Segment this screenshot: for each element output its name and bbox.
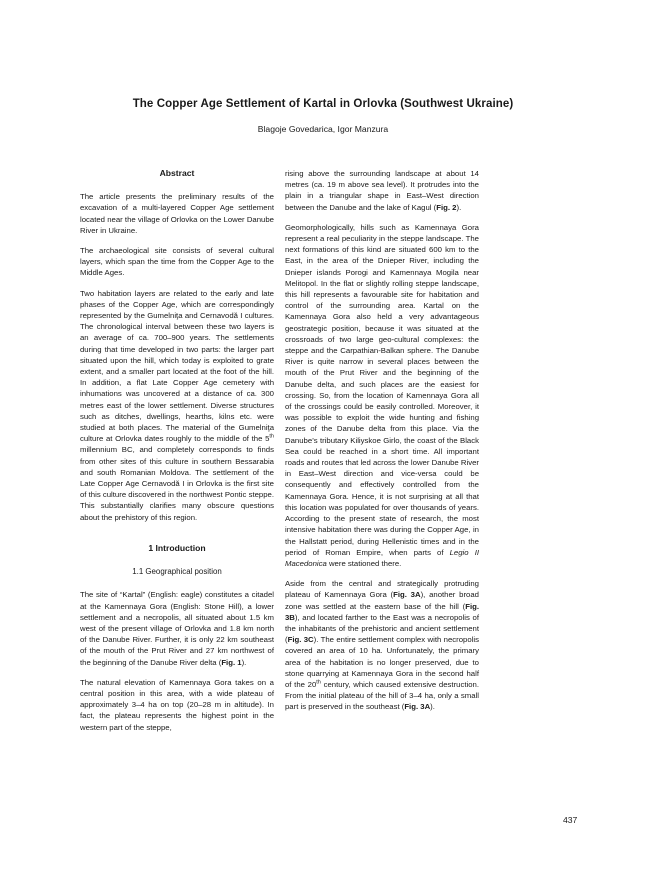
abstract-heading: Abstract	[159, 168, 195, 178]
abstract-paragraph-3: Two habitation layers are related to the early and late phases of the Copper Age, which are correspondingly represented by the Gumelniţa and Cernavodă I cultures. The chronological interval between these two layers is an average of ca. 700–900 years. The settlements during that time developed in two parts: the larger part situated upon the hill, which today is exploited to grate extent, and a smaller part located at the foot of the hill. In addition, a flat Late Copper Age cemetery with inhumations was uncovered at a distance of ca. 300 metres east of the lower settlement. Diverse structures such as ditches, dwellings, hearths, kilns etc. were studied at both places. The material of the Gumelniţa culture at Orlovka dates roughly to the middle of the 5th millennium BC, and completely corresponds to finds from other sites of this culture in southern Bessarabia and south Romanian Moldova. The settlement of the Late Copper Age Cernavodă I in Orlovka is the first site of this culture discovered in the northwest Pontic steppe. This substantially clarifies many obscure questions about the prehistory of this region.	[80, 288, 274, 522]
figure-reference: Fig. 1	[221, 657, 242, 667]
left-column	[80, 168, 274, 742]
section-heading-introduction: 1 Introduction	[148, 542, 206, 553]
abstract-paragraph-2: The archaeological site consists of several cultural layers, which span the time from the Copper Age to the Middle Ages.	[80, 246, 274, 278]
right-column	[285, 168, 479, 722]
legion-name: Legio II Macedonica	[285, 547, 479, 568]
right-paragraph-2: Geomorphologically, hills such as Kamennaya Gora represent a real peculiarity in the steppe landscape. The next formations of this kind are situated 600 km to the East, in the area of the Dnieper River, including the Dnieper islands Porogi and Kamennaya Mogila near Melitopol. In the flat or slightly rolling steppe landscape, this hill represents a favourable site for habitation and control of the surrounding area. Kartal on the Kamennaya Gora also held a very advantageous geostrategic position, because it was situated at the crossroads of two large geo-cultural complexes: the steppe and the Carpathian-Balkan sphere. The Danube River is quite narrow in several places between the mouth of the Prut River and the beginning of the Danube delta, and such places are the easiest for crossing. So, from the location of Kamennaya Gora all of the crossings could be easily controlled. Moreover, it was possible to exploit the wide hunting and fishing zones of the Danube delta from this place. Via the Danube’s tributary Kiliyskoe Girlo, the coast of the Black Sea could be reached in a short time. All important roads and routes that led across the lower Danube River in East–West direction and vice-versa could be consequently and effectively controlled from the Kamennaya Gora. Hence, it is not surprising at all that this location was populated for over thousands of years. According to the present state of research, the most intensive habitation there was during the Copper Age, in the Hallstatt period, during Hellenistic times and in the period of Roman Empire, when parts of Legio II Macedonica were stationed there.	[285, 222, 479, 568]
intro-paragraph-1: The site of “Kartal” (English: eagle) constitutes a citadel at the Kamennaya Gora (English: Stone Hill), a lower settlement and a necropolis, all situated about 1.5 km west of the present village of Orlovka and 1.8 km north of the Danube River. Further, it is only 22 km southeast of the mouth of the Prut River and 27 km northwest of the beginning of the Danube River delta (Fig. 1).	[80, 590, 274, 667]
figure-reference: Fig. 3B	[285, 601, 479, 622]
right-paragraph-1: rising above the surrounding landscape at about 14 metres (ca. 19 m above sea level). It protrudes into the plain in a triangular shape in East–West direction between the Danube and the lake of Kagul (Fig. 2).	[285, 169, 479, 212]
right-paragraph-3: Aside from the central and strategically protruding plateau of Kamennaya Gora (Fig. 3A), another broad zone was settled at the eastern base of the hill (Fig. 3B), and located farther to the East was a necropolis of the inhabitants of the prehistoric and ancient settlement (Fig. 3C). The entire settlement complex with necropolis covered an area of 10 ha. Unfortunately, the primary area of the habitation is no longer preserved, due to stone quarrying at Kamennaya Gora in the second half of the 20th century, which caused extensive destruction. From the initial plateau of the hill of 3–4 ha, only a small part is preserved in the southeast (Fig. 3A).	[285, 579, 479, 712]
abstract-paragraph-1: The article presents the preliminary results of the excavation of a multi-layered Copper Age settlement located near the village of Orlovka on the Lower Danube River in Ukraine.	[80, 192, 274, 235]
intro-paragraph-2: The natural elevation of Kamennaya Gora takes on a central position in this area, with a wide plateau of approximately 3–4 ha on top (20–28 m in altitude). In fact, the plateau represents the highest point in the western part of the steppe,	[80, 677, 274, 732]
page-number: 437	[563, 815, 578, 825]
paper-authors: Blagoje Govedarica, Igor Manzura	[257, 124, 389, 134]
figure-reference: Fig. 3C	[287, 635, 314, 645]
figure-reference: Fig. 3A	[393, 590, 421, 600]
subsection-heading-geographical-position: 1.1 Geographical position	[132, 567, 222, 577]
figure-reference: Fig. 2	[436, 202, 457, 212]
figure-reference: Fig. 3A	[404, 702, 431, 712]
paper-title: The Copper Age Settlement of Kartal in Orlovka (Southwest Ukraine)	[132, 98, 514, 110]
